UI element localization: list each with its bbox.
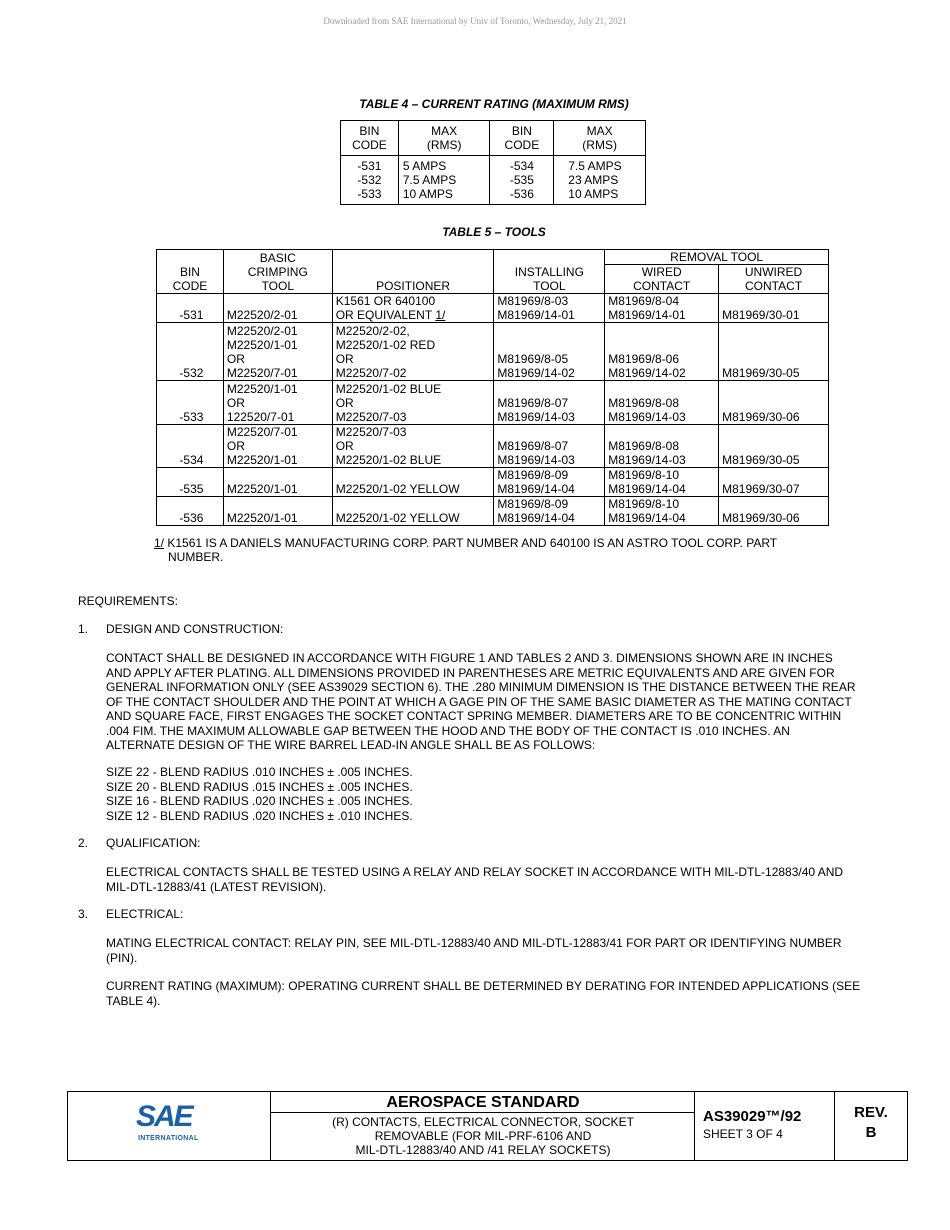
table-cell-bin: -536 [157,497,224,526]
table-cell-crimp: M22520/1-01 OR 122520/7-01 [223,381,332,425]
sae-logo: SAE INTERNATIONAL [136,1100,199,1142]
list-item: SIZE 20 - BLEND RADIUS .015 INCHES ± .005 INCHES. [106,779,413,794]
requirements-heading: REQUIREMENTS: [78,594,179,608]
title-block [67,1091,908,1161]
table-cell-crimp: M22520/1-01 [223,468,332,497]
list-item: SIZE 12 - BLEND RADIUS .020 INCHES ± .010 INCHES. [106,808,413,823]
table-cell-bin: -534 [157,425,224,468]
table-cell-crimp: M22520/1-01 [223,497,332,526]
table-cell-wired: M81969/8-04 M81969/14-01 [605,294,719,323]
table4-header-row: BIN CODE MAX (RMS) BIN CODE MAX (RMS) [341,121,646,156]
table-cell-bin: -535 [157,468,224,497]
section-3-number: 3. [78,907,89,921]
tools-table [156,249,829,526]
document-number: AS39029™/92 [703,1108,802,1125]
table-cell-inst: M81969/8-07 M81969/14-03 [494,381,605,425]
th-positioner: POSITIONER [332,250,494,294]
table-row [157,425,829,468]
th-crimping-tool: BASIC CRIMPING TOOL [223,250,332,294]
table-cell-unwired: M81969/30-07 [719,468,829,497]
table-cell-bin: -533 [157,381,224,425]
section-2-number: 2. [78,836,89,850]
th-wired-contact: WIRED CONTACT [605,265,719,294]
rev-label: REV. [854,1104,888,1121]
section-1-title: DESIGN AND CONSTRUCTION: [106,622,284,636]
standard-type: AEROSPACE STANDARD [271,1092,695,1113]
download-watermark: Downloaded from SAE International by Univ of Toronto, Wednesday, July 21, 2021 [323,16,627,26]
table-cell-wired: M81969/8-06 M81969/14-02 [605,323,719,381]
table5-footnote: 1/ K1561 IS A DANIELS MANUFACTURING CORP. PART NUMBER AND 640100 IS AN ASTRO TOOL CORP. PART NUMBER. [154,536,778,564]
sheet-number: SHEET 3 OF 4 [703,1127,783,1141]
tools-table-body [157,294,829,526]
section-1-paragraph: CONTACT SHALL BE DESIGNED IN ACCORDANCE WITH FIGURE 1 AND TABLES 2 AND 3. DIMENSIONS SHOWN ARE IN INCHES AND APPLY AFTER PLATING. ALL DIMENSIONS PROVIDED IN PARENTHESES ARE METRIC EQUIVALENTS AND ARE GIVEN FOR GENERAL INFORMATION ONLY (SEE AS39029 SECTION 6). THE .280 MINIMUM DIMENSION IS THE DISTANCE BETWEEN THE REAR OF THE CONTACT SHOULDER AND THE POINT AT WHICH A GAGE PIN OF THE SAME BASIC DIAMETER AS THE MATING CONTACT AND SQUARE FACE, FIRST ENGAGES THE SOCKET CONTACT SPRING MEMBER. DIAMETERS ARE TO BE CONCENTRIC WITHIN .004 FIM. THE MAXIMUM ALLOWABLE GAP BETWEEN THE HOOD AND THE BODY OF THE CONTACT IS .010 INCHES. AN ALTERNATE DESIGN OF THE WIRE BARREL LEAD-IN ANGLE SHALL BE AS FOLLOWS: [106,651,856,752]
table-cell-crimp: M22520/2-01 M22520/1-01 OR M22520/7-01 [223,323,332,381]
table-cell-inst: M81969/8-03 M81969/14-01 [494,294,605,323]
title-description-cell [270,1092,695,1160]
section-3-title: ELECTRICAL: [106,907,184,921]
table-cell-unwired: M81969/30-06 [719,497,829,526]
table5-title: TABLE 5 – TOOLS [442,225,546,239]
table4-title: TABLE 4 – CURRENT RATING (MAXIMUM RMS) [359,97,629,111]
table-cell-bin: -531 [157,294,224,323]
document-description: (R) CONTACTS, ELECTRICAL CONNECTOR, SOCKET REMOVABLE (FOR MIL-PRF-6106 AND MIL-DTL-12883/40 AND /41 RELAY SOCKETS) [332,1115,634,1157]
table-cell-pos: M22520/1-02 YELLOW [332,468,494,497]
table-row [157,497,829,526]
current-rating-table [340,120,646,205]
table-cell-pos: M22520/1-02 YELLOW [332,497,494,526]
table-cell-pos: M22520/7-03 OR M22520/1-02 BLUE [332,425,494,468]
th-bin-code: BIN CODE [157,250,224,294]
table-cell-inst: M81969/8-09 M81969/14-04 [494,468,605,497]
table-cell-crimp: M22520/7-01 OR M22520/1-01 [223,425,332,468]
section-2-title: QUALIFICATION: [106,836,201,850]
table-cell-unwired: M81969/30-05 [719,323,829,381]
table-row [157,381,829,425]
table-cell-unwired: M81969/30-06 [719,381,829,425]
blend-radius-list [106,765,896,823]
table-cell-inst: M81969/8-07 M81969/14-03 [494,425,605,468]
table-row [157,468,829,497]
list-item: SIZE 16 - BLEND RADIUS .020 INCHES ± .005 INCHES. [106,794,413,808]
table-cell-inst: M81969/8-09 M81969/14-04 [494,497,605,526]
table-cell-pos: M22520/2-02, M22520/1-02 RED OR M22520/7-02 [332,323,494,381]
section-1-number: 1. [78,622,89,636]
table-cell-pos: K1561 OR 640100 OR EQUIVALENT 1/ [332,294,494,323]
th-removal-tool: REMOVAL TOOL [605,250,829,265]
th-installing-tool: INSTALLING TOOL [494,250,605,294]
doc-number-cell [694,1092,835,1160]
table-row [157,323,829,381]
section-2-paragraph: ELECTRICAL CONTACTS SHALL BE TESTED USING A RELAY AND RELAY SOCKET IN ACCORDANCE WITH MIL-DTL-12883/40 AND MIL-DTL-12883/41 (LATEST REVISION). [106,865,844,894]
table-cell-wired: M81969/8-08 M81969/14-03 [605,425,719,468]
table-row [157,294,829,323]
th-unwired-contact: UNWIRED CONTACT [719,265,829,294]
table-cell-wired: M81969/8-10 M81969/14-04 [605,497,719,526]
list-item: SIZE 22 - BLEND RADIUS .010 INCHES ± .005 INCHES. [106,765,413,779]
table-cell-bin: -532 [157,323,224,381]
section-3-mating-paragraph: MATING ELECTRICAL CONTACT: RELAY PIN, SEE MIL-DTL-12883/40 AND MIL-DTL-12883/41 FOR PART OR IDENTIFYING NUMBER (PIN). [106,936,842,965]
revision-cell [834,1092,907,1160]
table-cell-inst: M81969/8-05 M81969/14-02 [494,323,605,381]
section-3-current-paragraph: CURRENT RATING (MAXIMUM): OPERATING CURRENT SHALL BE DETERMINED BY DERATING FOR INTENDED APPLICATIONS (SEE TABLE 4). [106,979,861,1008]
table-cell-crimp: M22520/2-01 [223,294,332,323]
table-cell-unwired: M81969/30-01 [719,294,829,323]
table-cell-pos: M22520/1-02 BLUE OR M22520/7-03 [332,381,494,425]
rev-letter: B [865,1124,877,1141]
table-cell-unwired: M81969/30-05 [719,425,829,468]
table-cell-wired: M81969/8-08 M81969/14-03 [605,381,719,425]
table4-body: -531 -532 -533 5 AMPS 7.5 AMPS 10 AMPS -534 -535 -536 7.5 AMPS 23 AMPS 10 AMPS [341,156,646,205]
table-cell-wired: M81969/8-10 M81969/14-04 [605,468,719,497]
